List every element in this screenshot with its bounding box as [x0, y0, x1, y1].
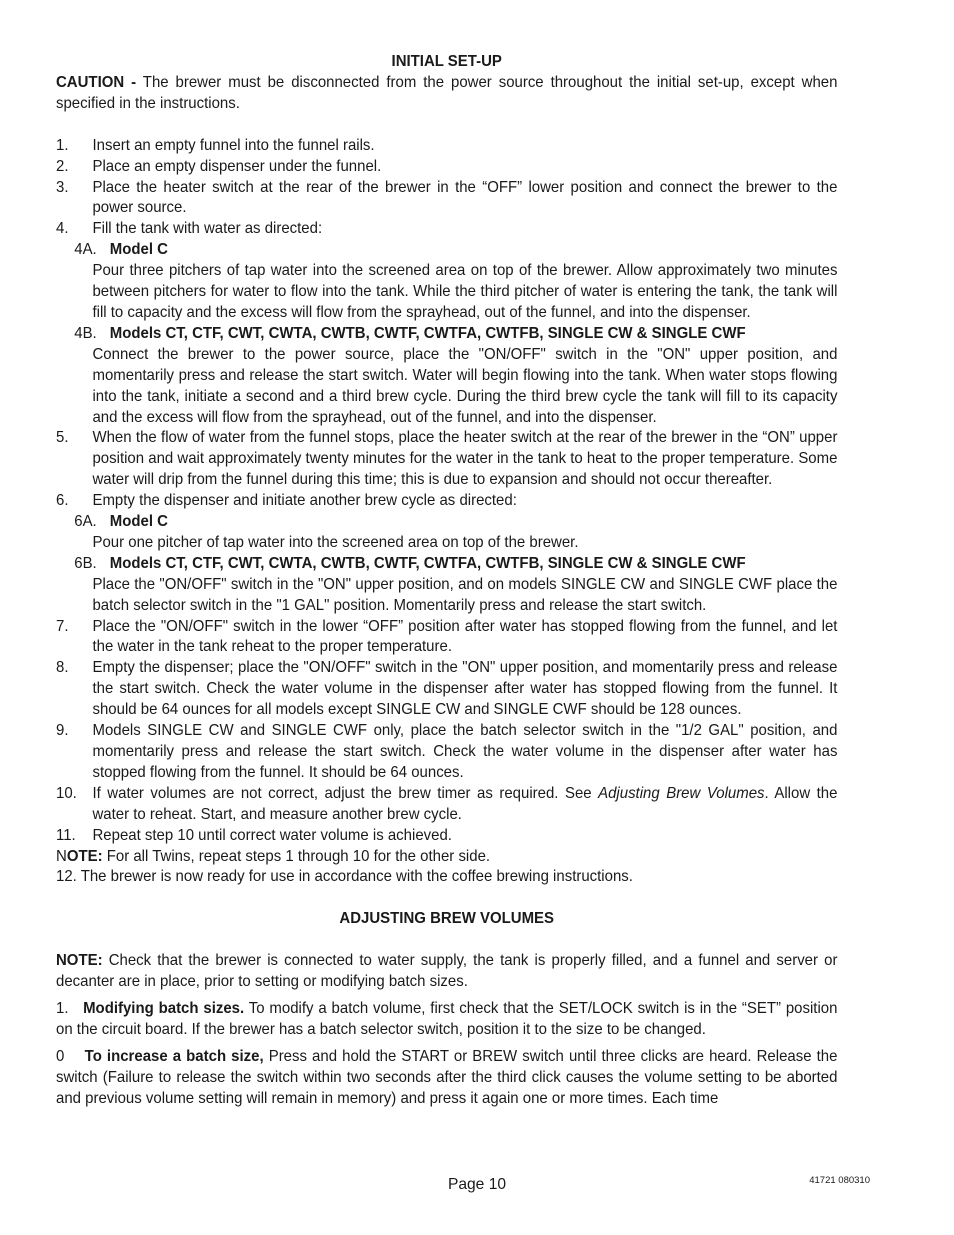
- step-text: [92, 784, 837, 826]
- step-6b-header: [56, 554, 837, 575]
- increase-batch-paragraph: [56, 1047, 837, 1110]
- substep-title: Model C: [109, 241, 168, 259]
- modify-batch-paragraph: [56, 999, 837, 1041]
- substep-text-6a: Pour one pitcher of tap water into the screened area on top of the brewer.: [92, 533, 579, 551]
- substep-number: 4B.: [74, 324, 97, 342]
- step-3: [56, 178, 837, 220]
- step-text: Place the heater switch at the rear of the brewer in the “OFF” lower position and connect the brewer to the power source.: [92, 178, 838, 217]
- substep-title: Models CT, CTF, CWT, CWTA, CWTB, CWTF, CWTFA, CWTFB, SINGLE CW & SINGLE CWF: [109, 324, 746, 342]
- substep-text-6b: Place the "ON/OFF" switch in the "ON" upper position, and on models SINGLE CW and SINGLE CWF place the batch selector switch in the "1 GAL" position. Momentarily press and release the start switch.: [92, 575, 838, 614]
- step-number: 6.: [56, 492, 69, 510]
- section-heading-initial-setup: INITIAL SET-UP: [391, 53, 502, 70]
- substep-number: 4A.: [74, 241, 97, 259]
- note-text: Check that the brewer is connected to water supply, the tank is properly filled, and a funnel and server or decanter are in place, prior to setting or modifying batch sizes.: [56, 952, 838, 991]
- increase-text: Press and hold the START or BREW switch until three clicks are heard. Release the switch (Failure to release the switch within two seconds after the third click causes the volume setting to be aborted and previous volume setting will remain in memory) and press it again one or more times. Each time: [56, 1047, 838, 1107]
- step-1: [56, 136, 837, 157]
- step-number: 10.: [56, 784, 77, 802]
- substep-title: Model C: [109, 513, 168, 531]
- step-2: [56, 157, 837, 178]
- step-number: 2.: [56, 157, 69, 175]
- step-number: 7.: [56, 617, 69, 635]
- step-number: 3.: [56, 178, 69, 196]
- caution-text: The brewer must be disconnected from the power source throughout the initial set-up, except when specified in the instructions.: [56, 73, 838, 112]
- increase-label: To increase a batch size,: [84, 1047, 264, 1065]
- substep-title: Models CT, CTF, CWT, CWTA, CWTB, CWTF, CWTFA, CWTFB, SINGLE CW & SINGLE CWF: [109, 554, 746, 572]
- step-text: Models SINGLE CW and SINGLE CWF only, place the batch selector switch in the "1/2 GAL" position, and momentarily press and release the start switch. Check the water volume in the dispenser after water has stopped flowing from the funnel. It should be 64 ounces.: [92, 722, 838, 781]
- step-text: Insert an empty funnel into the funnel rails.: [92, 136, 375, 154]
- page-number: Page 10: [447, 1176, 507, 1193]
- step-10-text-before: If water volumes are not correct, adjust the brew timer as required. See: [92, 784, 599, 802]
- step-text: Empty the dispenser and initiate another brew cycle as directed:: [92, 492, 517, 510]
- step-9: [56, 721, 837, 784]
- note-adjust-paragraph: [56, 951, 837, 993]
- step-8: [56, 658, 837, 721]
- step-text: Place an empty dispenser under the funnel.: [92, 157, 382, 175]
- step-12: 12. The brewer is now ready for use in accordance with the coffee brewing instructions.: [56, 868, 633, 886]
- step-6a-header: [56, 512, 837, 533]
- step-10-text-after: . Allow the water to reheat. Start, and measure another brew cycle.: [92, 784, 838, 823]
- step-4b-header: [56, 324, 837, 345]
- caution-paragraph: [56, 73, 837, 115]
- step-4: [56, 219, 837, 240]
- step-11: [56, 826, 837, 847]
- step-10: [56, 784, 837, 826]
- modify-number: 1.: [56, 1000, 69, 1018]
- step-6: [56, 491, 837, 512]
- document-code: 41721 080310: [809, 1175, 870, 1186]
- manual-page: [56, 52, 837, 1110]
- section-heading-adjusting-brew-volumes: ADJUSTING BREW VOLUMES: [339, 910, 555, 928]
- note-text: For all Twins, repeat steps 1 through 10 for the other side.: [102, 847, 491, 865]
- step-10-reference: Adjusting Brew Volumes: [598, 784, 765, 802]
- note-label: OTE:: [66, 847, 103, 865]
- step-4a-header: [56, 240, 837, 261]
- step-number: 1.: [56, 136, 69, 154]
- substep-number: 6B.: [74, 554, 97, 572]
- step-number: 9.: [56, 722, 69, 740]
- note-prefix: N: [56, 847, 67, 865]
- step-number: 4.: [56, 220, 69, 238]
- modify-label: Modifying batch sizes.: [83, 1000, 245, 1018]
- note-twins: [56, 847, 837, 868]
- increase-bullet: 0: [56, 1047, 65, 1065]
- caution-label: CAUTION -: [56, 73, 137, 91]
- note-label: NOTE:: [56, 952, 103, 970]
- substep-text-4a: Pour three pitchers of tap water into the screened area on top of the brewer. Allow approximately two minutes between pitchers for water to flow into the tank. While the third pitcher of water is entering the tank, the tank will fill to capacity and the excess will flow from the sprayhead, out of the funnel, and into the dispenser.: [92, 262, 838, 321]
- step-text: Empty the dispenser; place the "ON/OFF" switch in the "ON" upper position, and momentarily press and release the start switch. Check the water volume in the dispenser after water has stopped flowing from the funnel. It should be 64 ounces for all models except SINGLE CW and SINGLE CWF should be 128 ounces.: [92, 659, 838, 719]
- step-5: [56, 428, 837, 491]
- step-text: Repeat step 10 until correct water volume is achieved.: [92, 826, 452, 844]
- step-text: Place the "ON/OFF" switch in the lower “OFF” position after water has stopped flowing from the funnel, and let the water in the tank reheat to the proper temperature.: [92, 617, 838, 656]
- step-number: 5.: [56, 429, 69, 447]
- step-number: 8.: [56, 659, 69, 677]
- step-text: When the flow of water from the funnel stops, place the heater switch at the rear of the brewer in the “ON” upper position and wait approximately twenty minutes for the water in the tank to heat to the proper temperature. Some water will drip from the funnel during this time; this is due to expansion and should not occur thereafter.: [92, 429, 838, 489]
- step-number: 11.: [56, 826, 76, 844]
- substep-text-4b: Connect the brewer to the power source, place the "ON/OFF" switch in the "ON" upper position, and momentarily press and release the start switch. Water will begin flowing into the tank. When water stops flowing into the tank, initiate a second and a third brew cycle. During the third brew cycle the tank will fill to its capacity and the excess will flow from the sprayhead, out of the funnel, and into the dispenser.: [92, 345, 838, 426]
- step-text: Fill the tank with water as directed:: [92, 220, 323, 238]
- modify-text: To modify a batch volume, first check that the SET/LOCK switch is in the “SET” position on the circuit board. If the brewer has a batch selector switch, position it to the size to be changed.: [56, 1000, 838, 1038]
- substep-number: 6A.: [74, 513, 97, 531]
- step-7: [56, 617, 837, 659]
